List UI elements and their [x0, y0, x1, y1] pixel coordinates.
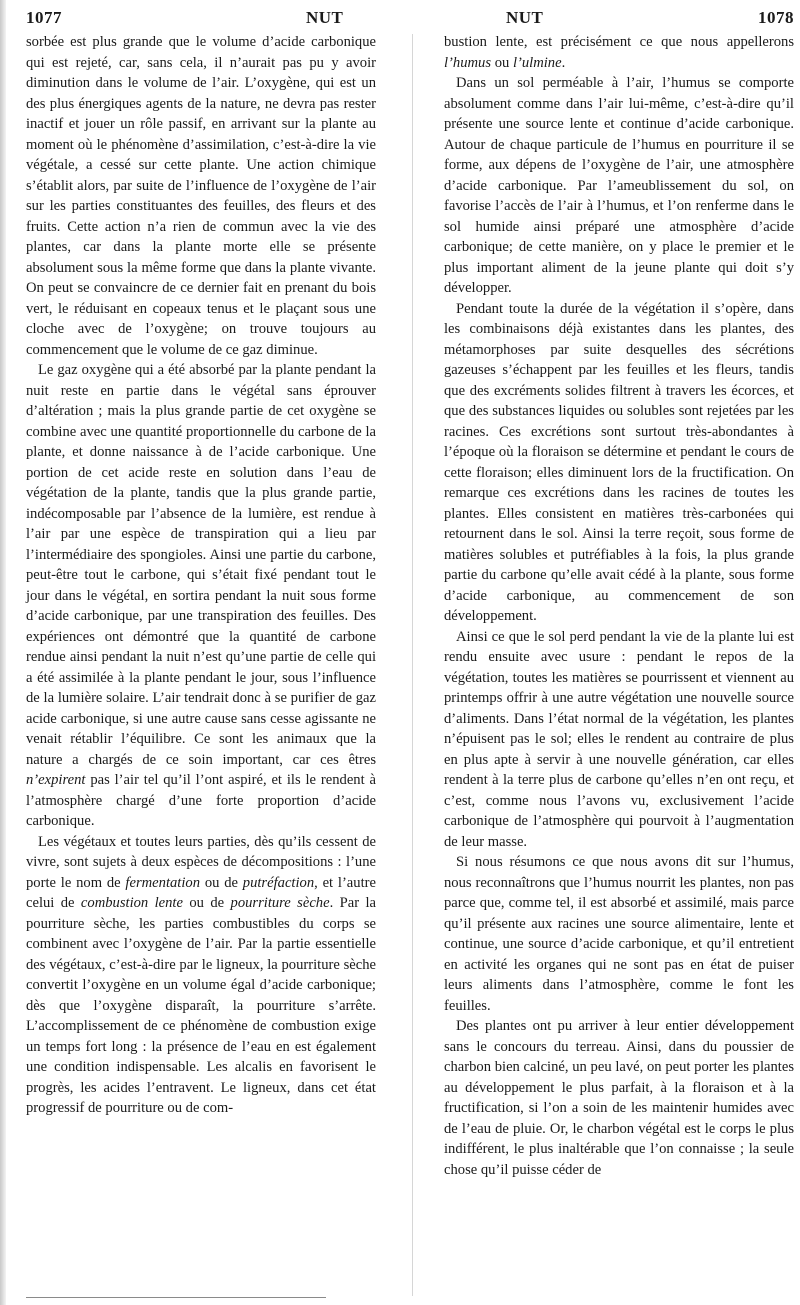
left-column-number: 1077	[26, 8, 62, 27]
text-run: ou de	[189, 895, 225, 911]
column-divider	[412, 34, 413, 1296]
paragraph: Ainsi ce que le sol perd pendant la vie de la plante lui est rendu ensuite avec usure : pendant le repos de la végétation, toutes les matières se pourrissent et viennent au printemps offrir à une autre végétation une nouvelle source d’aliments. Dans l’état normal de la végétation, les plantes n’épuisent pas le sol; elles le rendent au contraire de plus en plus apte à servir à une nouvelle génération, car elles rendent à la terre plus de carbone qu’elles n’en ont reçu, et c’est, comme nous l’avons vu, exclusivement l’acide carbonique de l’atmosphère qui pourvoit à l’augmentation de leur masse.	[444, 628, 794, 850]
italic-term: n’expirent	[26, 772, 86, 788]
italic-term: l’ulmine	[512, 54, 562, 71]
footer-rule	[26, 1297, 326, 1298]
left-running-head: NUT	[306, 8, 344, 27]
text-run: ou de	[204, 874, 238, 891]
italic-term: l’humus	[444, 54, 492, 71]
paragraph: Des plantes ont pu arriver à leur entier développement sans le concours du terreau. Ainsi, dans du poussier de charbon bien calciné, un peu lavé, on peut porter les plantes au développement le plus parfait, à la floraison et à la fructification, si l’on a soin de les maintenir humides avec de l’eau de pluie. Or, le charbon végétal est le corps le plus indifférent, le plus inaltérable que l’on connaisse ; la seule chose qu’il puisse céder de	[444, 1018, 794, 1178]
paragraph	[26, 360, 376, 832]
text-run: ou	[494, 54, 510, 71]
italic-term: pourriture sèche	[230, 895, 330, 911]
text-run: bustion lente, est précisément ce que nous appellerons	[444, 34, 794, 50]
paragraph: Pendant toute la durée de la végétation il s’opère, dans les combinaisons déjà existantes dans les plantes, des métamorphoses par suite desquelles des sécrétions gazeuses s’échappent par les feuilles et les fleurs, tandis que des excréments solides filtrent à travers les écorces, et que des substances liquides ou solubles sont rejetées par les racines. Ces excrétions sont surtout très-abondantes à l’époque où la floraison se détermine et pendant le cours de cette floraison; elles diminuent lors de la fructification. On remarque ces excrétions dans les racines de toutes les plantes. Elles consistent en matières très-carbonées qui retournent dans le sol. Ainsi la terre reçoit, sous forme de matières solubles et putréfiables à la fois, la plus grande partie du carbone qu’elle avait cédé à la plante, sous forme d’acide carbonique, au commencement de son développement.	[444, 300, 794, 624]
italic-term: fermentation	[125, 874, 201, 891]
paragraph: Dans un sol perméable à l’air, l’humus se comporte absolument comme dans l’air lui-même, c’est-à-dire qu’il présente une source lente et continue d’acide carbonique. Autour de chaque particule de l’humus en pourriture il se forme, aux dépens de l’oxygène de l’air, une atmosphère d’acide carbonique. Par l’ameublissement du sol, on favorise l’accès de l’air à l’humus, et l’on renferme dans le sol humide ainsi préparé une atmosphère d’acide carbonique; de cette manière, on y place le premier et le plus important aliment de la jeune plante qui doit s’y développer.	[444, 75, 794, 296]
paragraph	[444, 32, 794, 73]
page-header	[26, 8, 794, 30]
paragraph: sorbée est plus grande que le volume d’acide carbonique qui est rejeté, car, sans cela, il n’aurait pas pu y avoir diminution dans le volume de l’air. L’oxygène, qui est un des plus énergiques agents de la nature, ne devra pas rester inactif et jouer un rôle passif, en arrivant sur la plante au moment où le phénomène d’assimilation, c’est-à-dire la vie végétale, a cessé sur cette plante. Une action chimique s’établit alors, par suite de l’influence de l’oxygène de l’air sur les parties constituantes des feuilles, des fleurs et des fruits. Cette action n’a rien de commun avec la vie des plantes, car dans la plante morte elle se présente absolument sous la même forme que dans la plante vivante. On peut se convaincre de ce dernier fait en prenant du bois vert, le réduisant en copeaux tenus et le plaçant sous une cloche avec de l’oxygène; on trouve toujours au commencement que le volume de ce gaz diminue.	[26, 34, 376, 358]
text-run: Le gaz oxygène qui a été absorbé par la plante pendant la nuit reste en partie dans le végétal sans éprouver d’altération ; mais la plus grande partie de cet oxygène se combine avec une quantité proportionnelle du carbone de la plante, et donne naissance à de l’acide carbonique. Une portion de cet acide reste en solution dans l’eau de végétation de la plante, tandis que la plus grande partie, indécomposable par l’absence de la lumière, est rendue à l’air par une espèce de transpiration qui a lieu par l’intermédiaire des spongioles. Ainsi une partie du carbone, peut-être tout le carbone, qui s’était fixé pendant tout le jour dans le végétal, en sortira pendant la nuit sous forme d’acide carbonique, par une transpiration des feuilles. Des expériences ont démontré que la quantité de carbone rendue ainsi pendant la nuit n’est qu’une partie de celle qui a été assimilée à la plante pendant le jour, sous l’influence de la lumière solaire. L’air tendrait donc à se purifier de gaz acide carbonique, si une autre cause sans cesse agissante ne venait rétablir l’équilibre. Ce sont les animaux que la nature a chargés de ce soin important, car ces êtres	[26, 362, 376, 768]
text-run: pas l’air tel qu’il l’ont aspiré, et ils le rendent à l’atmosphère chargé d’une forte proportion d’acide carbonique.	[26, 772, 376, 829]
right-text-column	[444, 32, 794, 1180]
text-run: Les végétaux et toutes leurs parties, dès qu’ils cessent de vivre, sont sujets à deux espèces de décompositions : l’une porte le nom de	[26, 833, 376, 891]
page-edge-shadow	[0, 0, 6, 1305]
text-run: , et l’autre celui de	[26, 874, 376, 911]
text-run: .	[561, 54, 566, 71]
italic-term: combustion lente	[80, 895, 183, 911]
left-text-column	[26, 32, 376, 1119]
right-column-number: 1078	[758, 8, 794, 27]
paragraph	[26, 832, 376, 1119]
right-running-head: NUT	[506, 8, 544, 27]
paragraph: Si nous résumons ce que nous avons dit sur l’humus, nous reconnaîtrons que l’humus nourrit les plantes, non pas parce que, comme tel, il est absorbé et assimilé, mais parce qu’il présente aux racines une source alimentaire, lente et continue, une source d’acide carbonique, et qu’il entretient en activité les organes qui ne sont pas en état de puiser leurs aliments dans l’atmosphère, comme le font les feuilles.	[444, 854, 794, 1014]
italic-term: putréfaction	[242, 874, 315, 891]
text-run: . Par la pourriture sèche, les parties combustibles du corps se combinent avec l’oxygène de l’air. Par la partie essentielle des végétaux, c’est-à-dire par le ligneux, la pourriture sèche convertit l’oxygène en un volume égal d’acide carbonique; dès que l’oxygène disparaît, la pourriture s’arrête. L’accomplissement de ce phénomène de combustion exige un temps fort long : la présence de l’eau en est également une condition indispensable. Les alcalis en favorisent le progrès, les acides l’entravent. Le ligneux, dans cet état progressif de pourriture ou de com-	[26, 895, 376, 1116]
